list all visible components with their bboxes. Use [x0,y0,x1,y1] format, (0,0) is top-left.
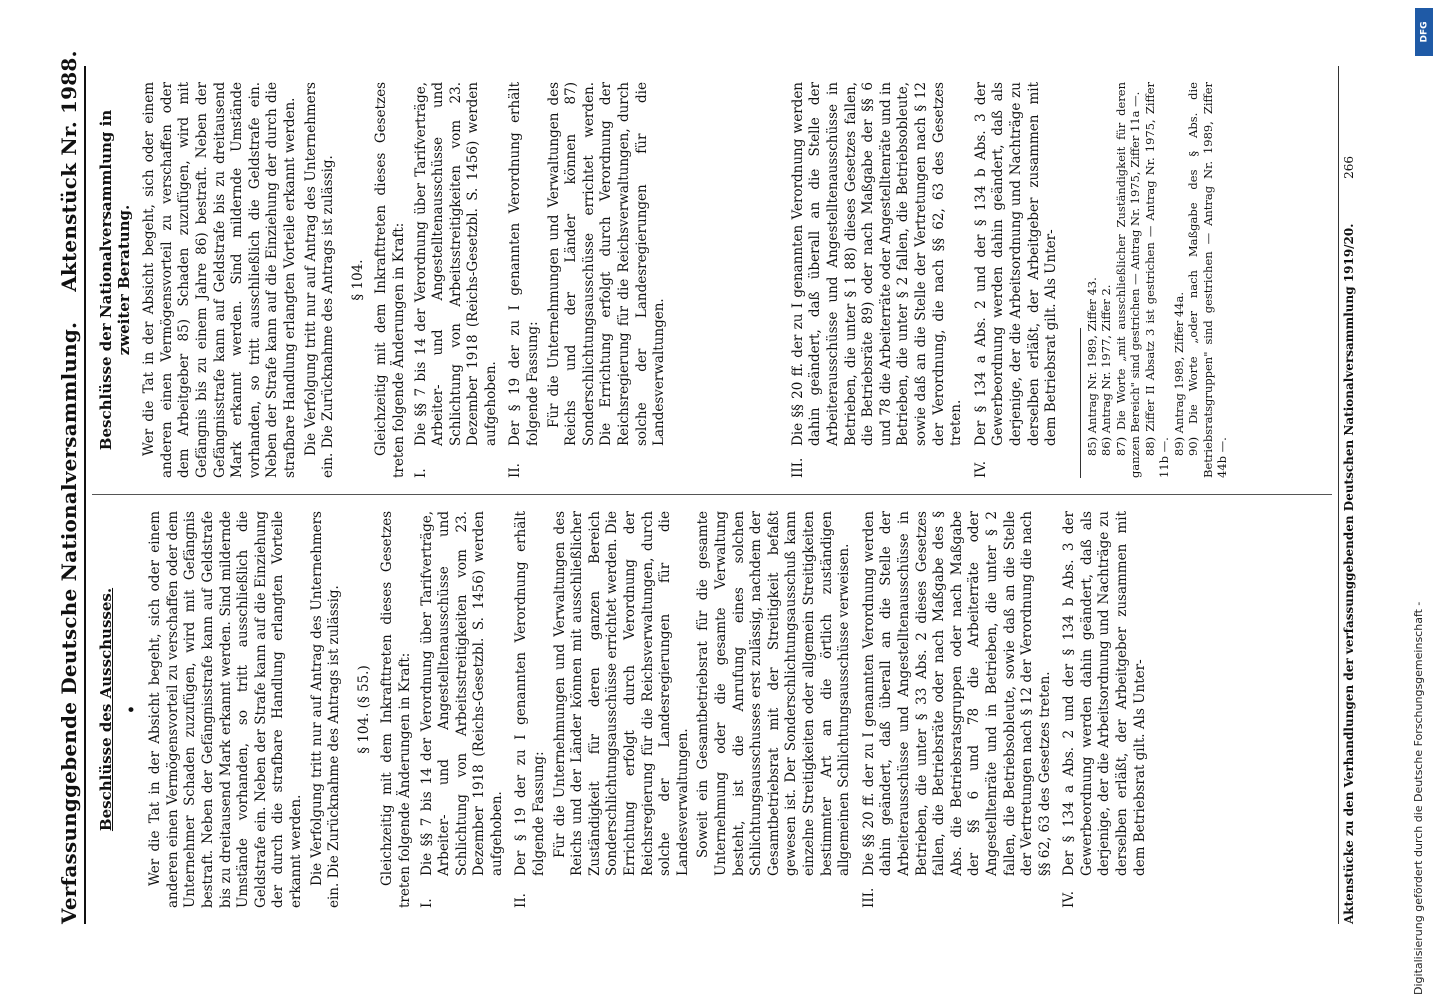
footnote-89: 89) Antrag 1989, Ziffer 44a. [1171,292,1186,456]
footer-sheet-number: 266 [1342,156,1356,179]
right-item-iv [973,82,1064,478]
header-title: Verfassunggebende Deutsche Nationalversammlung. [57,321,81,924]
right-section-heading: § 104. [349,259,366,301]
right-column-blank-space [676,82,786,478]
left-item-i-text: Die §§ 7 bis 14 der Verordnung über Tarifverträge, Arbeiter- und Angestelltenausschüsse und Schlichtung von Arbeitsstreitigkeiten vom 23. Dezember 1918 (Reichs-Gesetzbl. S. 1456) werden aufgehoben. [418,511,505,876]
footnote-87: 87) Die Worte „mit ausschließlicher Zuständigkeit für deren ganzen Bereich" sind gestrichen — Antrag Nr. 1975, Ziffer 11a —. [1113,82,1143,478]
left-para-1: Wer die Tat in der Absicht begeht, sich oder einem anderen einen Vermögensvorteil zu verschaffen oder dem Unternehmer Schaden zuzufügen, wird mit Gefängnis bestraft. Neben der Gefängnisstrafe kann auf Geldstrafe bis zu dreitausend Mark erkannt werden. Sind mildernde Umstände vorhanden, so tritt ausschließlich die Geldstrafe ein. Neben der Strafe kann auf die Einziehung der durch die strafbare Handlung erlangten Vorteile erkannt werden. [147,511,304,908]
left-intro: Gleichzeitig mit dem Inkrafttreten dieses Gesetzes treten folgende Änderungen in Kraft: [379,511,413,908]
left-para-2: Die Verfolgung tritt nur auf Antrag des Unternehmers ein. Die Zurücknahme des Antrags ist zulässig. [308,511,343,908]
right-item-ii [507,82,671,478]
left-item-ii-para-2: Soweit ein Gesamtbetriebsrat für die gesamte Unternehmung oder die gesamte Verwaltung besteht, ist die Anrufung eines solchen Schlichtungsausschusses erst zulässig, nachdem der Gesamtbetriebsrat mit der Streitigkeit befaßt gewesen ist. Der Sonderschlichtungsausschuß kann einzelne Streitigkeiten oder allgemein Streitigkeiten bestimmter Art an die örtlich zuständigen allgemeinen Schlichtungsausschüsse verweisen. [695,511,853,876]
dfg-logo [1415,8,1433,56]
right-item-iv-text: Der § 134 a Abs. 2 und der § 134 b Abs. 3 der Gewerbeordnung werden dahin geändert, daß als derjenige, der die Arbeitsordnung und Nachträge zu derselben erläßt, der Arbeitgeber zusammen mit dem Betriebsrat gilt. Als Unter- [972,82,1060,446]
left-item-iii-number: III. [860,887,877,908]
left-item-iii [861,511,1058,908]
left-item-i [419,511,510,908]
right-item-i [413,82,504,478]
left-column-mark: • [123,705,140,714]
right-para-1: Wer die Tat in der Absicht begeht, sich oder einem anderen einen Vermögensvorteil zu verschaffen oder dem Arbeitgeber 85) Schaden zuzufügen, wird mit Gefängnis bis zu einem Jahre 86) bestraft. Neben der Gefängnisstrafe kann auf Geldstrafe bis zu dreitausend Mark erkannt werden. Sind mildernde Umstände vorhanden, so tritt ausschließlich die Geldstrafe ein. Neben der Strafe kann auf die Einziehung der durch die strafbare Handlung erlangten Vorteile erkannt werden. [141,82,298,478]
left-column-committee [92,495,1332,924]
right-column-second-reading [92,66,1332,495]
left-item-ii-number: II. [513,893,530,908]
footnote-85: 85) Antrag Nr. 1989, Ziffer 43. [1084,277,1099,456]
left-item-i-number: I. [418,898,435,908]
dfg-logo-text: DFG [1419,21,1430,43]
right-para-2: Die Verfolgung tritt nur auf Antrag des Unternehmers ein. Die Zurücknahme des Antrags ist zulässig. [302,82,337,478]
footer-text: Aktenstücke zu den Verhandlungen der verfassunggebenden Deutschen Nationalversammlung 1919/20. [1342,223,1356,924]
right-intro: Gleichzeitig mit dem Inkrafttreten dieses Gesetzes treten folgende Änderungen in Kraft: [373,82,407,478]
right-item-iii [790,82,969,478]
left-item-ii-text: Der § 19 der zu I genannten Verordnung erhält folgende Fassung: [513,511,548,876]
left-item-ii-para-1: Für die Unternehmungen und Verwaltungen des Reichs und der Länder können mit ausschließlicher Zuständigkeit für deren ganzen Bereich Sonderschlichtungsausschüsse errichtet werden. Die Errichtung erfolgt durch Verordnung der Reichsregierung für die Reichsverwaltungen, durch solche der Landesregierungen für die Landesverwaltungen. [551,511,691,876]
right-item-ii-text: Der § 19 der zu I genannten Verordnung erhält folgende Fassung: [507,82,542,446]
left-item-iii-text: Die §§ 20 ff. der zu I genannten Verordnung werden dahin geändert, daß überall an die Stelle der Arbeiterausschüsse und Angestelltenausschüsse in Betrieben, die unter § 33 Abs. 2 dieses Gesetzes fallen, die Betriebsräte oder nach Maßgabe des § Abs. die Betriebsratsgruppen oder nach Maßgabe der §§ 6 und 78 die Arbeiterräte oder Angestelltenräte und in Betrieben, die unter § 2 fallen, die Betriebsobleute, sowie daß an die Stelle der Vertretungen nach § 12 der Verordnung die nach §§ 62, 63 des Gesetzes treten. [860,511,1053,876]
left-column-title: Beschlüsse des Ausschusses. [97,587,115,832]
footnote-86: 86) Antrag Nr. 1977, Ziffer 2. [1099,284,1114,456]
right-item-i-number: I. [412,468,429,478]
page-header [55,50,86,924]
left-section-heading: § 104. (§ 55.) [355,665,372,754]
left-item-iv-number: IV. [1061,890,1078,908]
right-column-title: Beschlüsse der Nationalversammlung in zweiter Beratung. [97,109,133,451]
page-footer [1338,66,1356,924]
rotated-document-page [55,50,1375,930]
two-column-body [92,66,1332,924]
footnote-rule [1080,328,1081,478]
right-item-ii-para-1: Für die Unternehmungen und Verwaltungen des Reichs und der Länder können 87) Sonderschlichtungsausschüsse errichtet werden. Die Errichtung erfolgt durch Verordnung der Reichsregierung für die Reichsverwaltungen, durch solche der Landesregierungen für die Landesverwaltungen. [545,82,668,446]
header-document-number: Aktenstück Nr. 1988. [57,50,81,292]
left-item-ii [513,511,856,908]
right-item-iii-number: III. [789,457,806,478]
footnote-88: 88) Ziffer II Absatz 3 ist gestrichen — Antrag Nr. 1975, Ziffer 11b —. [1142,82,1172,478]
footnote-90: 90) Die Worte „oder nach Maßgabe des § Abs. die Betriebsratsgruppen" sind gestrichen — Antrag Nr. 1989, Ziffer 44b —. [1186,82,1230,478]
right-item-ii-number: II. [507,463,524,478]
left-item-iv [1061,511,1152,908]
left-item-iv-text: Der § 134 a Abs. 2 und der § 134 b Abs. 3 der Gewerbeordnung werden dahin geändert, daß als derjenige, der die Arbeitsordnung und Nachträge zu derselben erläßt, der Arbeitgeber zusammen mit dem Betriebsrat gilt. Als Unter- [1061,511,1148,876]
right-item-iii-text: Die §§ 20 ff. der zu I genannten Verordnung werden dahin geändert, daß überall an die Stelle der Arbeiterausschüsse und Angestelltenausschüsse in Betrieben, die unter § 1 88) dieses Gesetzes fallen, die Betriebsräte 89) oder nach Maßgabe der §§ 6 und 78 die Arbeiterräte oder Angestelltenräte und in Betrieben, die unter § 2 fallen, die Betriebsobleute, sowie daß an die Stelle der Vertretungen nach § 12 der Verordnung, die nach §§ 62, 63 des Gesetzes treten. [789,82,965,446]
right-item-i-text: Die §§ 7 bis 14 der Verordnung über Tarifverträge, Arbeiter- und Angestelltenausschüsse und Schlichtung von Arbeitsstreitigkeiten vom 23. Dezember 1918 (Reichs-Gesetzbl. S. 1456) werden aufgehoben. [412,82,499,446]
right-item-iv-number: IV. [972,460,989,478]
digitization-credit: Digitalisierung gefördert durch die Deutsche Forschungsgemeinschaft - [1412,601,1425,995]
